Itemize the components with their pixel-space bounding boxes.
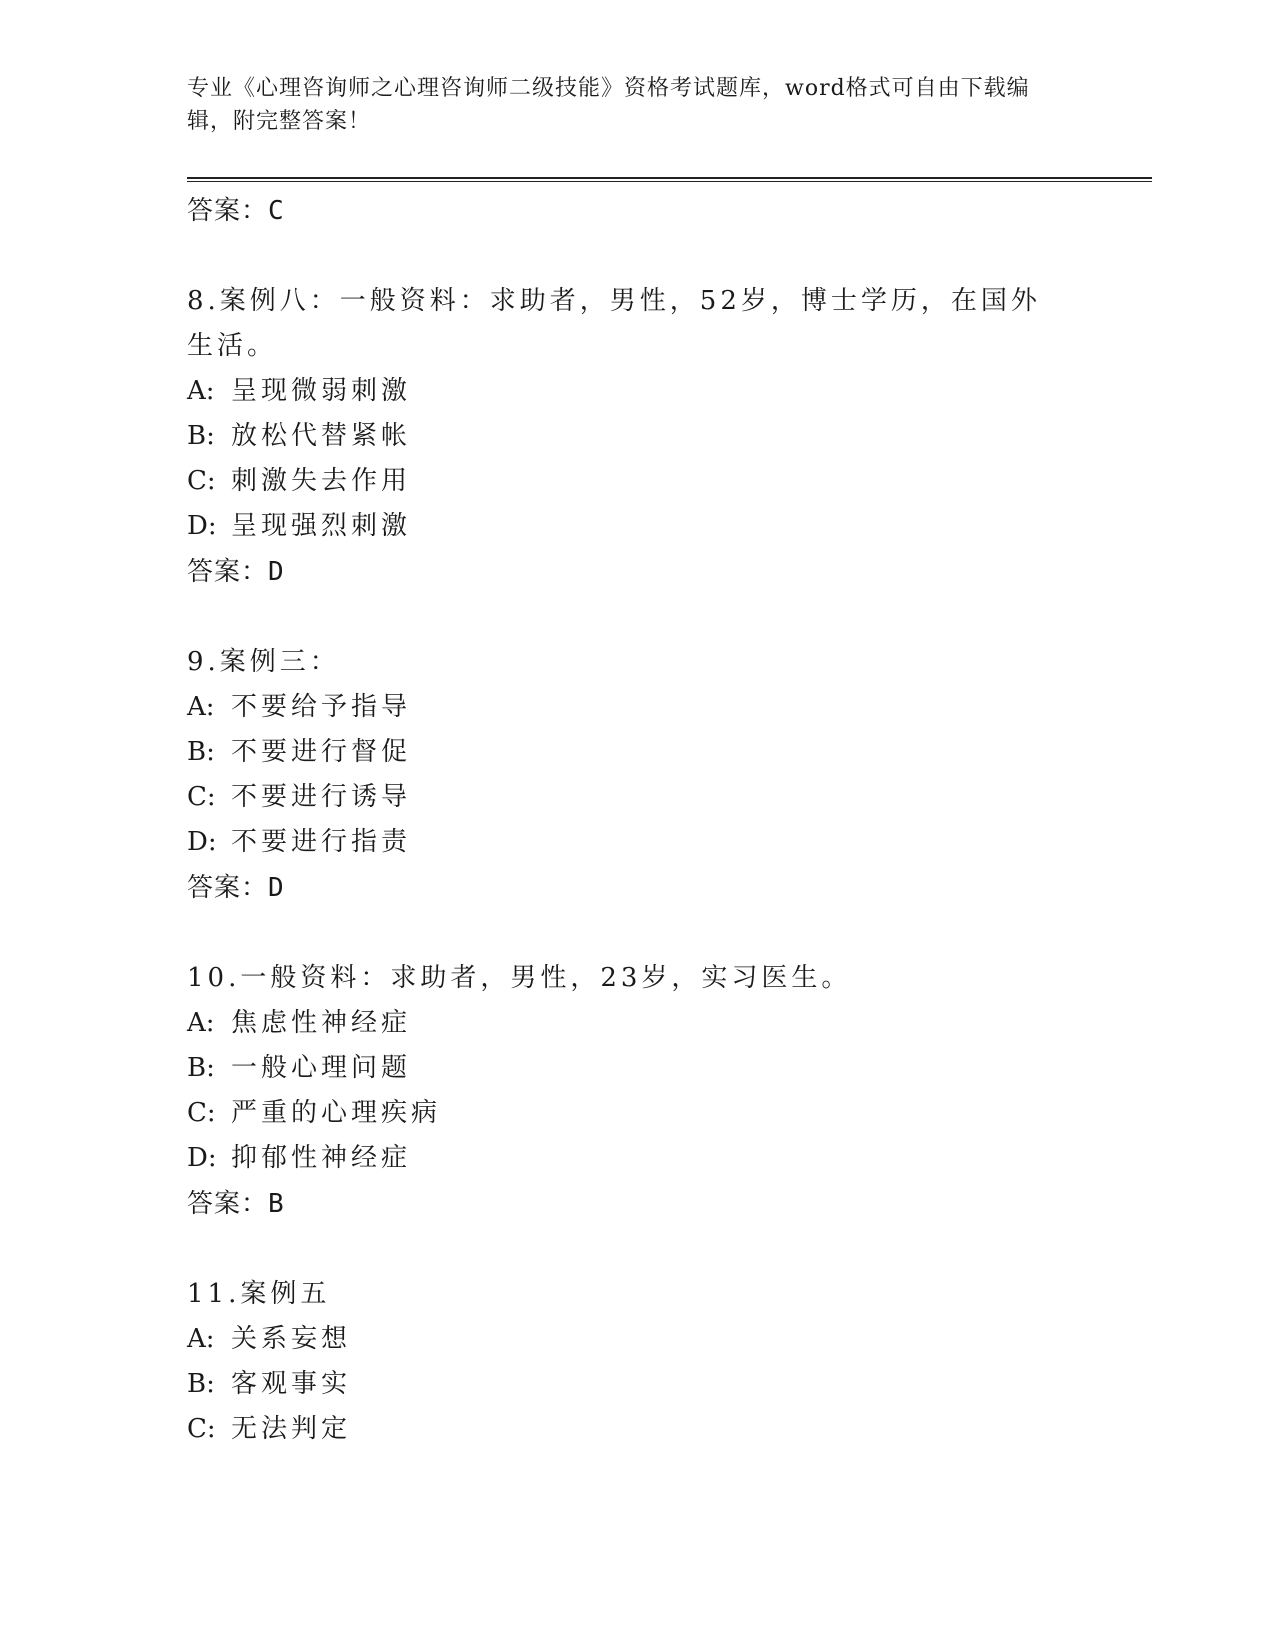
option-item (187, 1136, 1087, 1181)
option-letter: A: (187, 692, 215, 722)
spacer (187, 234, 1087, 279)
option-text: 不要进行指责 (231, 827, 412, 857)
answer-line (187, 549, 1087, 595)
option-text: 关系妄想 (231, 1324, 352, 1354)
answer-value: B (268, 1189, 285, 1219)
spacer (187, 1227, 1087, 1272)
option-text: 焦虑性神经症 (231, 1008, 412, 1038)
question-stem: 10.一般资料：求助者，男性，23岁，实习医生。 (187, 963, 852, 993)
option-letter: C: (187, 1414, 216, 1444)
option-text: 呈现强烈刺激 (231, 511, 412, 541)
answer-value: D (268, 873, 285, 903)
question-list (187, 188, 1087, 1452)
option-item (187, 369, 1087, 414)
option-item (187, 820, 1087, 865)
option-text: 抑郁性神经症 (231, 1143, 412, 1173)
option-letter: A: (187, 1324, 215, 1354)
option-letter: B: (187, 421, 215, 451)
option-letter: B: (187, 1053, 215, 1083)
option-item (187, 1407, 1087, 1452)
option-text: 放松代替紧帐 (231, 421, 412, 451)
option-text: 不要给予指导 (231, 692, 412, 722)
spacer (187, 595, 1087, 640)
option-letter: D: (187, 827, 217, 857)
option-text: 无法判定 (231, 1414, 352, 1444)
option-text: 不要进行督促 (231, 737, 412, 767)
option-text: 刺激失去作用 (231, 466, 412, 496)
option-letter: A: (187, 1008, 215, 1038)
option-text: 严重的心理疾病 (231, 1098, 442, 1128)
question-stem: 8.案例八：一般资料：求助者，男性，52岁，博士学历，在国外生活。 (187, 286, 1041, 361)
option-item (187, 1046, 1087, 1091)
option-item (187, 1001, 1087, 1046)
answer-label: 答案： (187, 196, 269, 226)
header-divider (187, 177, 1152, 182)
option-item (187, 414, 1087, 459)
option-letter: A: (187, 376, 215, 406)
option-text: 一般心理问题 (231, 1053, 412, 1083)
question-stem: 11.案例五 (187, 1279, 331, 1309)
option-item (187, 1362, 1087, 1407)
option-item (187, 459, 1087, 504)
option-item (187, 1091, 1087, 1136)
answer-label: 答案： (187, 557, 269, 587)
option-letter: B: (187, 1369, 215, 1399)
answer-value: D (268, 557, 285, 587)
answer-line (187, 1181, 1087, 1227)
spacer (187, 911, 1087, 956)
option-letter: C: (187, 1098, 216, 1128)
answer-line (187, 865, 1087, 911)
option-item (187, 1317, 1087, 1362)
answer-value: C (268, 196, 285, 226)
answer-line (187, 188, 1087, 234)
option-letter: C: (187, 466, 216, 496)
page-header: 专业《心理咨询师之心理咨询师二级技能》资格考试题库，word格式可自由下载编辑，附完整答案！ (187, 76, 1030, 134)
option-text: 不要进行诱导 (231, 782, 412, 812)
option-text: 客观事实 (231, 1369, 352, 1399)
option-letter: D: (187, 511, 217, 541)
option-letter: B: (187, 737, 215, 767)
option-text: 呈现微弱刺激 (231, 376, 412, 406)
question-stem: 9.案例三： (187, 647, 340, 677)
answer-label: 答案： (187, 1189, 269, 1219)
option-item (187, 730, 1087, 775)
option-item (187, 685, 1087, 730)
option-item (187, 504, 1087, 549)
answer-label: 答案： (187, 873, 269, 903)
option-letter: C: (187, 782, 216, 812)
option-letter: D: (187, 1143, 217, 1173)
option-item (187, 775, 1087, 820)
